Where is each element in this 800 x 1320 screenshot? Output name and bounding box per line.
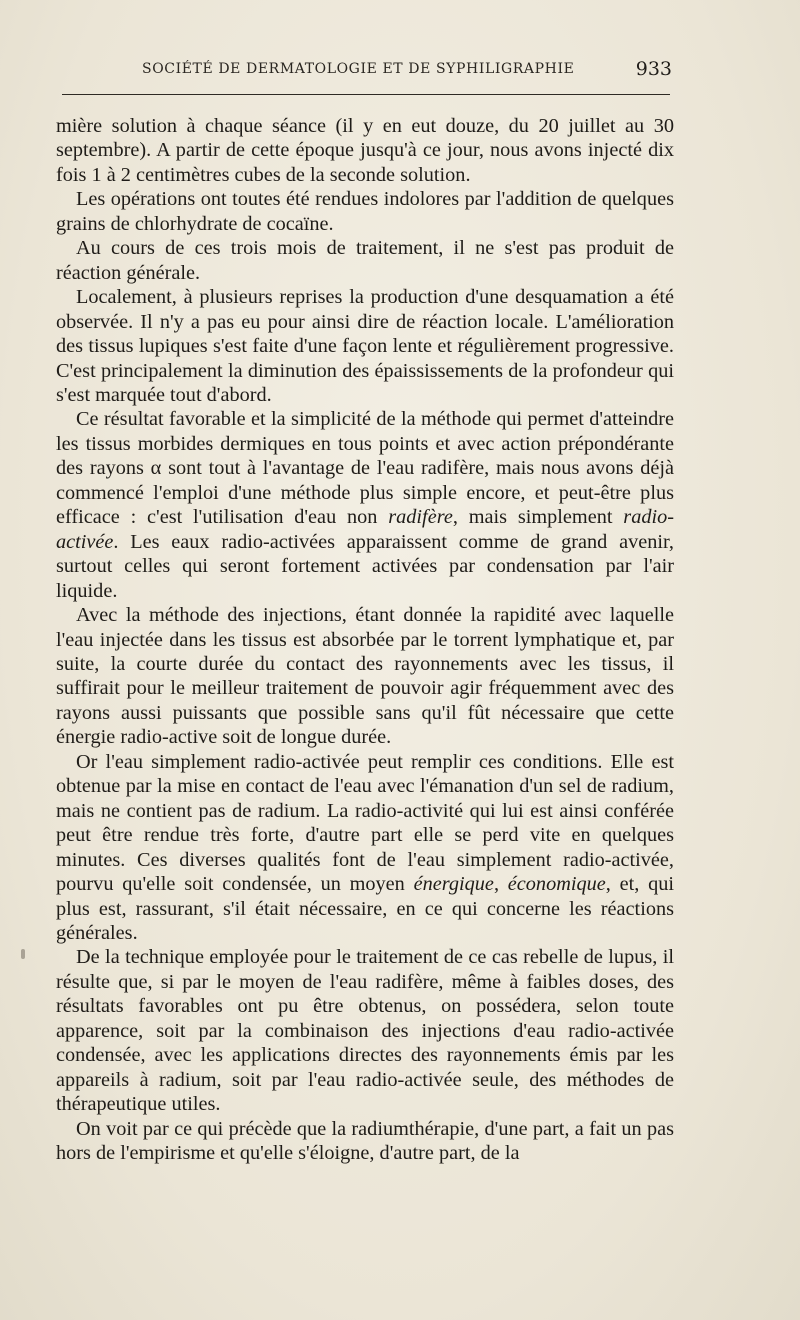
running-title: SOCIÉTÉ DE DERMATOLOGIE ET DE SYPHILIGRAPHIE (142, 61, 575, 77)
paragraph (56, 1117, 674, 1166)
italic-text: radifère (388, 506, 453, 529)
paragraph (56, 945, 674, 1116)
text-run: De la technique employée pour le traitement de ce cas rebelle de lupus, il résulte que, si par le moyen de l'eau radifère, même à faibles doses, des résultats favorables ont pu être obtenus, on possédera, selon toute apparence, soit par la combinaison des injections d'eau radio-activée condensée, avec les applications directes des rayonnements émis par les appareils à radium, soit par l'eau radio-activée seule, des méthodes de thérapeutique utiles. (56, 946, 674, 1116)
paragraph (56, 285, 674, 407)
italic-text: énergique (413, 873, 494, 896)
paragraph (56, 750, 674, 946)
italic-text: radio-activée (56, 506, 674, 553)
text-run: , mais simplement (452, 506, 624, 529)
text-run: mière solution à chaque séance (il y en eut douze, du 20 juillet au 30 septembre). A partir de cette époque jusqu'à ce jour, nous avons injecté dix fois 1 à 2 centimètres cubes de la seconde solution. (56, 115, 674, 186)
text-run: Au cours de ces trois mois de traitement, il ne s'est pas produit de réaction générale. (56, 237, 674, 284)
paragraph (56, 603, 674, 750)
text-run: , (493, 873, 508, 896)
paragraph (56, 236, 674, 285)
body-text (56, 114, 674, 1165)
paragraph (56, 114, 674, 187)
running-head (62, 58, 672, 84)
text-run: Les opérations ont toutes été rendues indolores par l'addition de quelques grains de chlorhydrate de cocaïne. (56, 188, 674, 235)
paragraph (56, 187, 674, 236)
text-run: . Les eaux radio-activées apparaissent comme de grand avenir, surtout celles qui seront fortement activées par condensation par l'air liquide. (56, 530, 674, 602)
text-run: On voit par ce qui précède que la radiumthérapie, d'une part, a fait un pas hors de l'empirisme et qu'elle s'éloigne, d'autre part, de la (56, 1117, 674, 1165)
italic-text: économique (507, 873, 606, 896)
text-run: Ce résultat favorable et la simplicité de la méthode qui permet d'atteindre les tissus morbides dermiques en tous points et avec action prépondérante des rayons α sont tout à l'avantage de l'eau radifère, mais nous avons déjà commencé l'emploi d'une méthode plus simple encore, et peut-être plus efficace : c'est l'utilisation d'eau non (56, 408, 674, 529)
page-number: 933 (635, 58, 672, 80)
header-rule (62, 94, 670, 95)
margin-mark (21, 949, 25, 959)
text-run: , et, qui plus est, rassurant, s'il était nécessaire, en ce qui concerne les réactions générales. (56, 873, 675, 944)
text-run: Localement, à plusieurs reprises la production d'une desquamation a été observée. Il n'y a pas eu pour ainsi dire de réaction locale. L'amélioration des tissus lupiques s'est faite d'une façon lente et régulièrement progressive. C'est principalement la diminution des épaississements de la profondeur qui s'est marquée tout d'abord. (56, 286, 674, 406)
text-run: Or l'eau simplement radio-activée peut remplir ces conditions. Elle est obtenue par la mise en contact de l'eau avec l'émanation d'un sel de radium, mais ne contient pas de radium. La radio-activité qui lui est ainsi conférée peut être rendue très forte, d'autre part elle se perd vite en quelques minutes. Ces diverses qualités font de l'eau simplement radio-activée, pourvu qu'elle soit condensée, un moyen (56, 750, 674, 896)
text-run: Avec la méthode des injections, étant donnée la rapidité avec laquelle l'eau injectée dans les tissus est absorbée par le torrent lymphatique et, par suite, la courte durée du contact des rayonnements avec les tissus, il suffirait pour le meilleur traitement de pouvoir agir fréquemment avec des rayons aussi puissants que possible sans qu'il fût nécessaire que cette énergie radio-active soit de longue durée. (56, 604, 674, 749)
paragraph (56, 407, 674, 603)
